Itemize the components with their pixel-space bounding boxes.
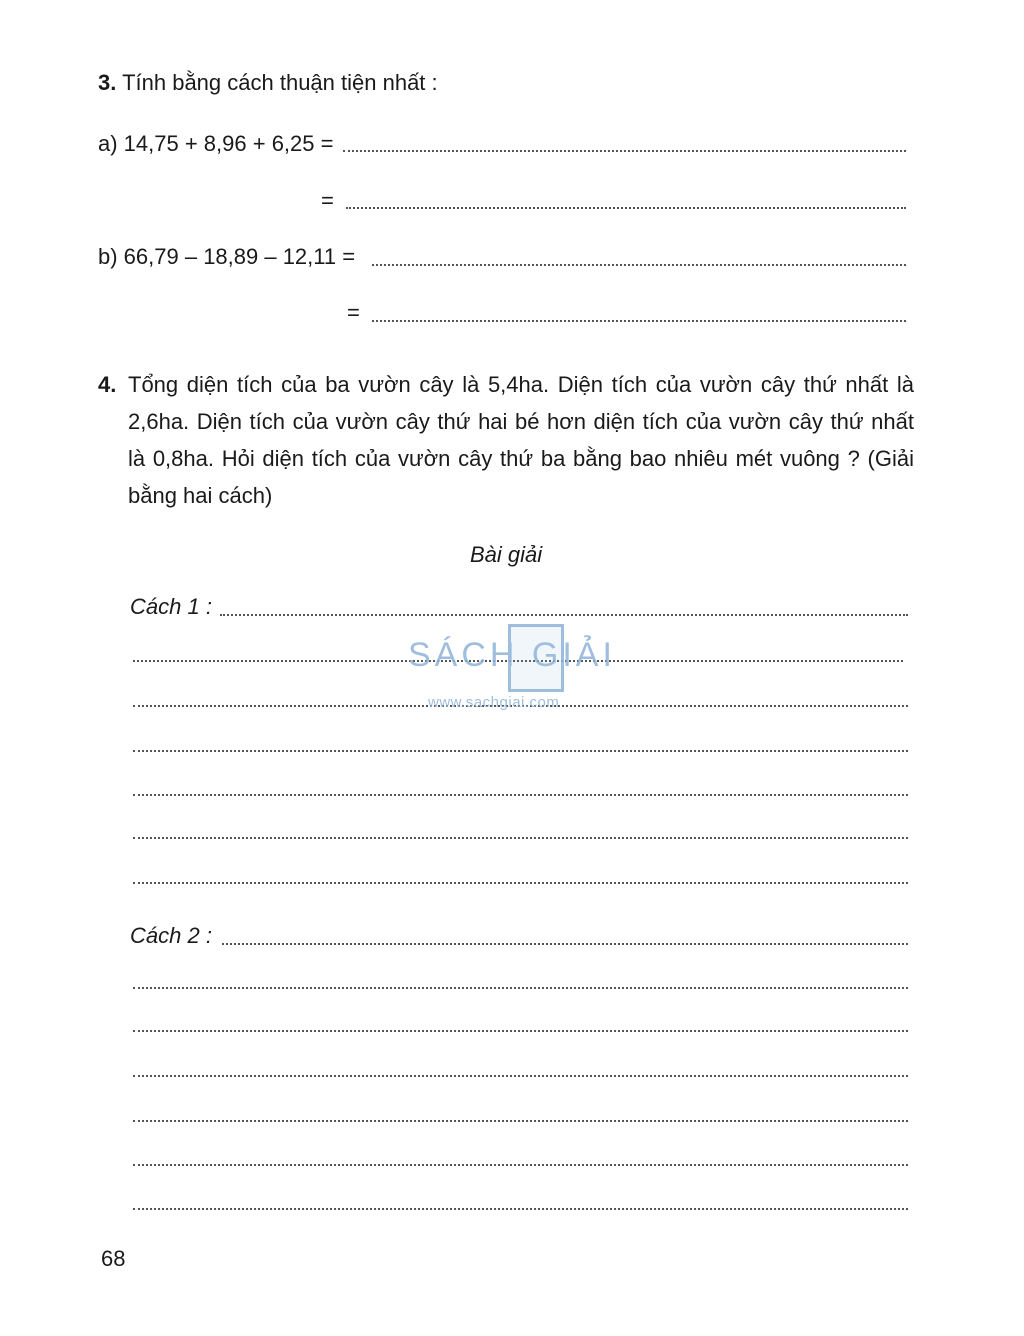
- answer-line: [133, 882, 908, 884]
- page-number: 68: [101, 1246, 126, 1271]
- answer-line: [133, 987, 908, 989]
- task4-line-2: 2,6ha. Diện tích của vườn cây thứ hai bé hơn diện tích của vườn cây thứ nhất: [128, 409, 914, 434]
- answer-line: [133, 1075, 908, 1077]
- answer-line: [222, 943, 908, 945]
- task4-problem-text: [128, 366, 914, 514]
- task3-part-a-expression: a) 14,75 + 8,96 + 6,25 =: [98, 131, 334, 156]
- answer-line: [133, 1164, 908, 1166]
- answer-line: [133, 837, 908, 839]
- answer-line: [346, 207, 906, 209]
- task4-line-1: Tổng diện tích của ba vườn cây là 5,4ha. Diện tích của vườn cây thứ nhất là: [128, 372, 914, 397]
- watermark-url: www.sachgiai.com: [428, 694, 560, 711]
- task3-heading: [98, 70, 438, 96]
- solution-heading: Bài giải: [470, 542, 543, 567]
- task3-title: Tính bằng cách thuận tiện nhất :: [122, 70, 438, 95]
- answer-line: [372, 264, 906, 266]
- task4-line-4: bằng hai cách): [128, 483, 273, 508]
- answer-line: [372, 320, 906, 322]
- task3-number: 3.: [98, 70, 117, 95]
- watermark-text: SÁCH GIẢI: [408, 636, 616, 674]
- task3-part-b-expression: b) 66,79 – 18,89 – 12,11 =: [98, 244, 356, 269]
- answer-line: [133, 1120, 908, 1122]
- method2-label: Cách 2 :: [130, 923, 212, 948]
- answer-line: [133, 1208, 908, 1210]
- answer-line: [133, 1030, 908, 1032]
- answer-line: [133, 750, 908, 752]
- answer-line: [220, 614, 908, 616]
- task3-part-a-equals: =: [321, 188, 334, 213]
- task3-part-b-equals: =: [347, 300, 360, 325]
- answer-line: [343, 150, 906, 152]
- task4-number: 4.: [98, 372, 117, 397]
- watermark-logo: [408, 620, 618, 715]
- method1-label: Cách 1 :: [130, 594, 212, 619]
- answer-line: [133, 794, 908, 796]
- task4-line-3: là 0,8ha. Hỏi diện tích của vườn cây thứ ba bằng bao nhiêu mét vuông ? (Giải: [128, 446, 914, 471]
